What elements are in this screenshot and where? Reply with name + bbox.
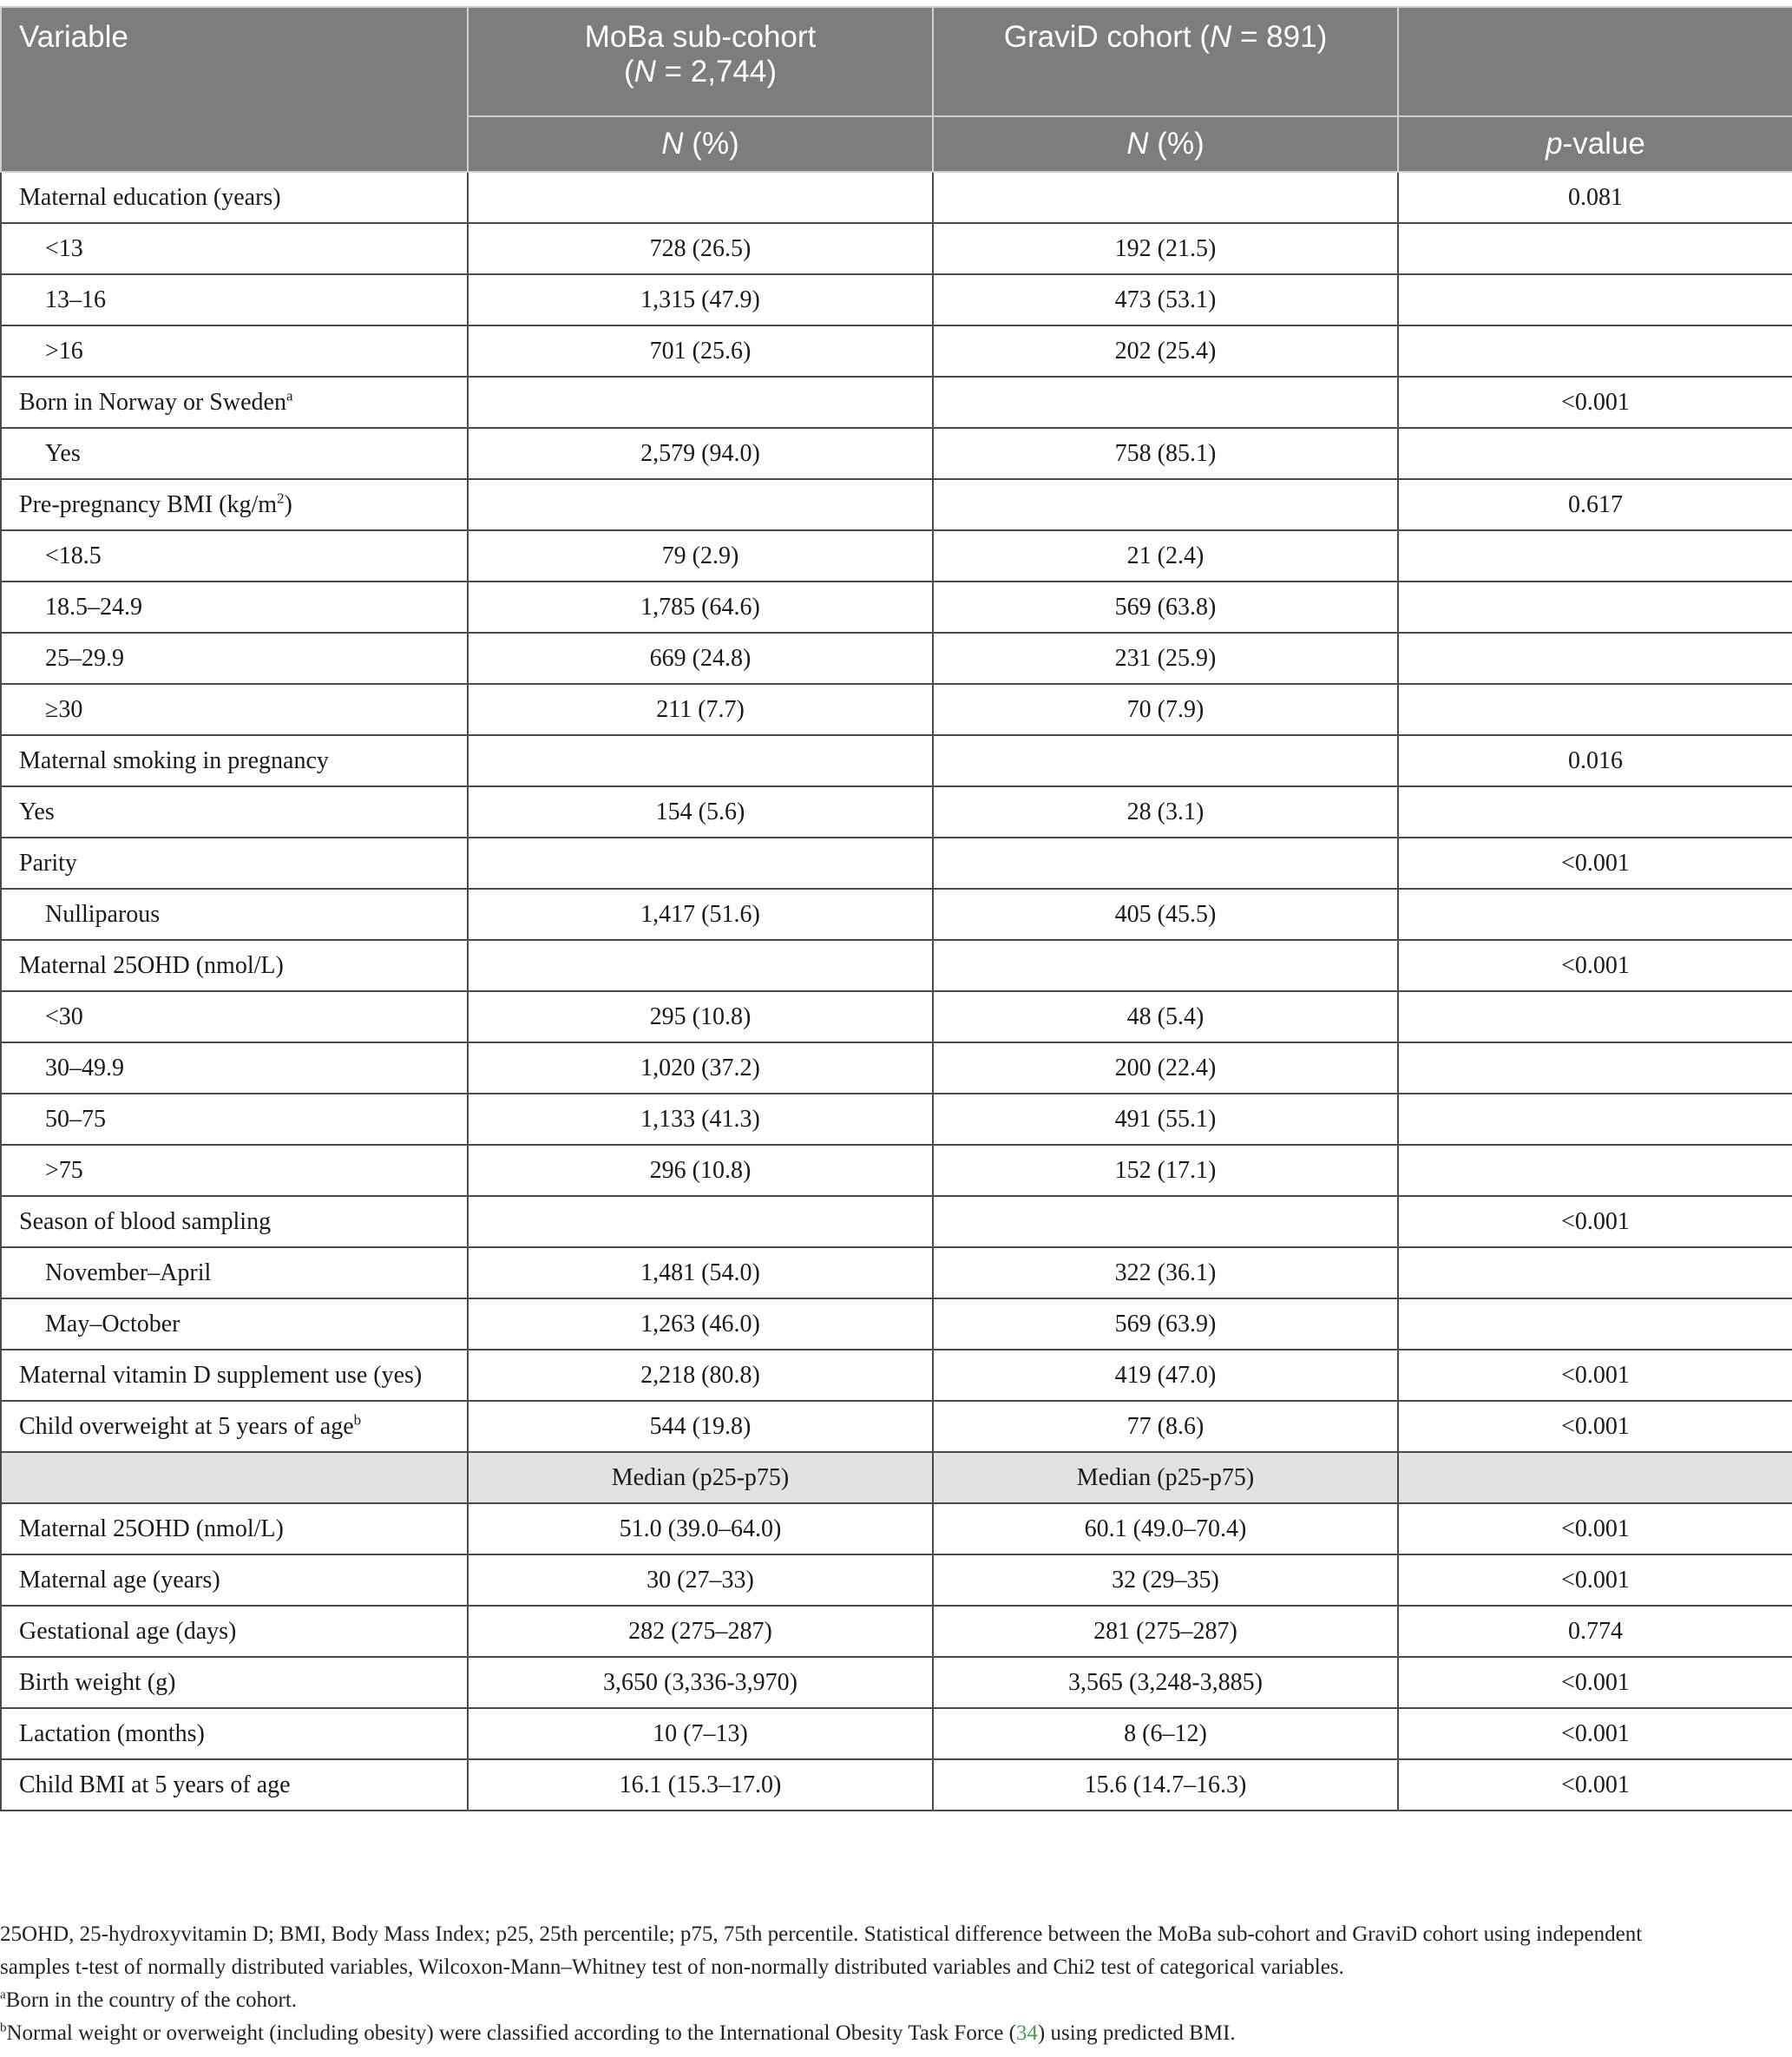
footnote-b-mark: b: [0, 2021, 7, 2035]
header-variable: Variable: [1, 7, 468, 172]
moba-value: [468, 172, 933, 223]
row-label: [1, 786, 468, 838]
row-label: [1, 1196, 468, 1247]
p-value: [1398, 1247, 1792, 1298]
row-label: [1, 274, 468, 325]
p-value: [1398, 633, 1792, 684]
gravid-value: 491 (55.1): [933, 1094, 1398, 1145]
p-value: <0.001: [1398, 1554, 1792, 1606]
row-label-text: 50–75: [45, 1105, 106, 1133]
row-label: [1, 1247, 468, 1298]
table-row: [1, 223, 1792, 274]
moba-value: 2,579 (94.0): [468, 428, 933, 479]
header-row-1: [1, 7, 1792, 116]
row-label-text: 30–49.9: [45, 1054, 124, 1081]
table-row: [1, 274, 1792, 325]
p-value: <0.001: [1398, 838, 1792, 889]
subheader-label: [1, 1452, 468, 1503]
table-row: [1, 582, 1792, 633]
gravid-value: [933, 172, 1398, 223]
row-label-text: 18.5–24.9: [45, 593, 142, 621]
p-value: <0.001: [1398, 1708, 1792, 1759]
row-label-text: Maternal smoking in pregnancy: [19, 746, 329, 774]
row-label: Gestational age (days): [1, 1606, 468, 1657]
row-label: Child BMI at 5 years of age: [1, 1759, 468, 1811]
row-label: [1, 633, 468, 684]
row-label: [1, 1042, 468, 1094]
moba-value: 669 (24.8): [468, 633, 933, 684]
header-moba-n: (N = 2,744): [623, 55, 778, 89]
row-label-text: <18.5: [45, 542, 102, 569]
moba-value: 2,218 (80.8): [468, 1350, 933, 1401]
gravid-value: [933, 940, 1398, 991]
table-row: [1, 1042, 1792, 1094]
p-value: [1398, 786, 1792, 838]
row-label-text: <30: [45, 1002, 83, 1030]
median-subheader-row: [1, 1452, 1792, 1503]
table-row: [1, 940, 1792, 991]
table-row: [1, 530, 1792, 582]
gravid-value: 77 (8.6): [933, 1401, 1398, 1452]
header-moba-title: MoBa sub-cohort: [584, 20, 817, 54]
row-label: [1, 479, 468, 530]
moba-value: 295 (10.8): [468, 991, 933, 1042]
footnote-a: [0, 1984, 1779, 2017]
table-row: [1, 1298, 1792, 1350]
row-label: [1, 1094, 468, 1145]
table-footnotes: [0, 1918, 1779, 2050]
row-label-text: Yes: [19, 798, 55, 825]
table-row: [1, 1708, 1792, 1759]
header-moba-npct: N (%): [468, 116, 933, 172]
table-row: [1, 1350, 1792, 1401]
footnote-a-text: Born in the country of the cohort.: [5, 1988, 298, 2012]
table-row: [1, 1401, 1792, 1452]
row-label-text: Maternal education (years): [19, 183, 281, 211]
moba-value: [468, 838, 933, 889]
row-label: Maternal 25OHD (nmol/L): [1, 1503, 468, 1554]
header-gravid-npct: N (%): [933, 116, 1398, 172]
gravid-value: 8 (6–12): [933, 1708, 1398, 1759]
moba-value: 1,417 (51.6): [468, 889, 933, 940]
row-label: [1, 325, 468, 377]
table-row: [1, 1657, 1792, 1708]
reference-link-34[interactable]: 34: [1015, 2021, 1038, 2045]
table-row: [1, 684, 1792, 735]
footnote-abbreviations-line-1: 25OHD, 25-hydroxyvitamin D; BMI, Body Mass Index; p25, 25th percentile; p75, 75th percentile. Statistical difference between the MoBa sub-cohort and GraviD cohort using independent: [0, 1922, 1643, 1946]
header-pvalue: p-value: [1398, 116, 1792, 172]
row-label: [1, 1145, 468, 1196]
gravid-value: 202 (25.4): [933, 325, 1398, 377]
row-label-text: >75: [45, 1156, 83, 1184]
moba-value: 51.0 (39.0–64.0): [468, 1503, 933, 1554]
moba-value: 728 (26.5): [468, 223, 933, 274]
gravid-value: 473 (53.1): [933, 274, 1398, 325]
footnote-a-mark: a: [0, 1988, 6, 2002]
row-label: [1, 940, 468, 991]
p-value: 0.774: [1398, 1606, 1792, 1657]
header-moba: [468, 7, 933, 116]
table-row: [1, 735, 1792, 786]
moba-value: 1,481 (54.0): [468, 1247, 933, 1298]
p-value: <0.001: [1398, 377, 1792, 428]
p-value: [1398, 223, 1792, 274]
footnote-b-text-1: Normal weight or overweight (including obesity) were classified according to the International Obesity Task Force (: [6, 2021, 1016, 2045]
row-label-text: ≥30: [45, 695, 83, 723]
header-empty: [1398, 7, 1792, 116]
footnote-abbreviations-line-2: samples t-test of normally distributed variables, Wilcoxon-Mann–Whitney test of non-normally distributed variables and Chi2 test of categorical variables.: [0, 1955, 1344, 1979]
moba-value: [468, 377, 933, 428]
row-label-text: 25–29.9: [45, 644, 124, 672]
row-label: [1, 838, 468, 889]
gravid-value: 60.1 (49.0–70.4): [933, 1503, 1398, 1554]
p-value: [1398, 274, 1792, 325]
moba-value: 154 (5.6): [468, 786, 933, 838]
gravid-value: 15.6 (14.7–16.3): [933, 1759, 1398, 1811]
gravid-value: 569 (63.9): [933, 1298, 1398, 1350]
moba-value: [468, 479, 933, 530]
table-row: [1, 172, 1792, 223]
row-label-text: >16: [45, 337, 83, 365]
gravid-value: 758 (85.1): [933, 428, 1398, 479]
moba-value: [468, 1196, 933, 1247]
row-label: [1, 530, 468, 582]
table-row: [1, 1759, 1792, 1811]
gravid-value: 28 (3.1): [933, 786, 1398, 838]
table-row: [1, 479, 1792, 530]
row-label: [1, 991, 468, 1042]
row-label: Maternal age (years): [1, 1554, 468, 1606]
row-label-text: Born in Norway or Sweden: [19, 388, 286, 416]
moba-value: 1,263 (46.0): [468, 1298, 933, 1350]
gravid-value: 152 (17.1): [933, 1145, 1398, 1196]
p-value: [1398, 325, 1792, 377]
p-value: [1398, 1042, 1792, 1094]
p-value: [1398, 1094, 1792, 1145]
p-value: [1398, 530, 1792, 582]
gravid-value: [933, 735, 1398, 786]
p-value: 0.081: [1398, 172, 1792, 223]
table-row: [1, 428, 1792, 479]
row-label-text: Parity: [19, 849, 77, 877]
p-value: [1398, 889, 1792, 940]
table-row: [1, 991, 1792, 1042]
p-value: [1398, 991, 1792, 1042]
row-label: [1, 1298, 468, 1350]
table-row: [1, 1247, 1792, 1298]
gravid-value: [933, 838, 1398, 889]
row-label: [1, 377, 468, 428]
row-label-text: May–October: [45, 1310, 181, 1337]
p-value: [1398, 1145, 1792, 1196]
gravid-value: 419 (47.0): [933, 1350, 1398, 1401]
table-header: [1, 7, 1792, 172]
moba-value: 1,785 (64.6): [468, 582, 933, 633]
gravid-value: 48 (5.4): [933, 991, 1398, 1042]
table-row: [1, 1145, 1792, 1196]
p-value: <0.001: [1398, 1350, 1792, 1401]
row-label-text: Nulliparous: [45, 900, 161, 928]
table-row: [1, 325, 1792, 377]
gravid-value: [933, 377, 1398, 428]
gravid-value: [933, 1196, 1398, 1247]
moba-value: 3,650 (3,336-3,970): [468, 1657, 933, 1708]
moba-value: 16.1 (15.3–17.0): [468, 1759, 933, 1811]
table-row: [1, 1606, 1792, 1657]
table-row: [1, 838, 1792, 889]
gravid-value: 3,565 (3,248-3,885): [933, 1657, 1398, 1708]
table-row: [1, 889, 1792, 940]
row-label-superscript: a: [286, 387, 293, 404]
p-value: <0.001: [1398, 1196, 1792, 1247]
footnote-b: [0, 2017, 1779, 2050]
p-value: <0.001: [1398, 1401, 1792, 1452]
gravid-value: 281 (275–287): [933, 1606, 1398, 1657]
moba-value: 79 (2.9): [468, 530, 933, 582]
p-value: <0.001: [1398, 1657, 1792, 1708]
row-label-text: Yes: [45, 439, 81, 467]
table-row: [1, 1196, 1792, 1247]
row-label-text: Pre-pregnancy BMI (kg/m: [19, 490, 278, 518]
table-row: [1, 1094, 1792, 1145]
moba-value: 1,315 (47.9): [468, 274, 933, 325]
table-row: [1, 633, 1792, 684]
gravid-value: 21 (2.4): [933, 530, 1398, 582]
row-label: Birth weight (g): [1, 1657, 468, 1708]
table-row: [1, 786, 1792, 838]
row-label: [1, 889, 468, 940]
row-label-text: Maternal 25OHD (nmol/L): [19, 951, 284, 979]
gravid-value: 231 (25.9): [933, 633, 1398, 684]
moba-value: 30 (27–33): [468, 1554, 933, 1606]
characteristics-table: [0, 6, 1792, 1811]
row-label-text: November–April: [45, 1259, 212, 1286]
row-label-text: Child overweight at 5 years of age: [19, 1412, 354, 1440]
row-label: [1, 735, 468, 786]
moba-value: 1,020 (37.2): [468, 1042, 933, 1094]
p-value: 0.016: [1398, 735, 1792, 786]
p-value: <0.001: [1398, 1503, 1792, 1554]
table-body: [1, 172, 1792, 1811]
moba-value: [468, 735, 933, 786]
row-label-text: 13–16: [45, 286, 106, 313]
gravid-value: 32 (29–35): [933, 1554, 1398, 1606]
header-gravid: GraviD cohort (N = 891): [933, 7, 1398, 116]
row-label-text: Season of blood sampling: [19, 1207, 272, 1235]
row-label-text: <13: [45, 234, 83, 262]
table-row: [1, 377, 1792, 428]
row-label: [1, 684, 468, 735]
moba-value: 701 (25.6): [468, 325, 933, 377]
p-value: <0.001: [1398, 1759, 1792, 1811]
footnote-b-text-2: ) using predicted BMI.: [1037, 2021, 1236, 2045]
moba-value: 211 (7.7): [468, 684, 933, 735]
gravid-value: 405 (45.5): [933, 889, 1398, 940]
row-label: [1, 172, 468, 223]
p-value: <0.001: [1398, 940, 1792, 991]
moba-value: 10 (7–13): [468, 1708, 933, 1759]
row-label: Lactation (months): [1, 1708, 468, 1759]
p-value: [1398, 1298, 1792, 1350]
gravid-value: 322 (36.1): [933, 1247, 1398, 1298]
row-label: [1, 1401, 468, 1452]
table-row: [1, 1554, 1792, 1606]
gravid-value: [933, 479, 1398, 530]
row-label-text: Maternal vitamin D supplement use (yes): [19, 1361, 423, 1389]
subheader-moba: Median (p25-p75): [468, 1452, 933, 1503]
row-label-suffix: ): [284, 490, 292, 518]
row-label-superscript: b: [353, 1411, 362, 1429]
moba-value: 544 (19.8): [468, 1401, 933, 1452]
gravid-value: 192 (21.5): [933, 223, 1398, 274]
characteristics-table-container: [0, 6, 1792, 1811]
moba-value: [468, 940, 933, 991]
row-label: [1, 428, 468, 479]
gravid-value: 70 (7.9): [933, 684, 1398, 735]
p-value: [1398, 684, 1792, 735]
table-row: [1, 1503, 1792, 1554]
subheader-p: [1398, 1452, 1792, 1503]
moba-value: 1,133 (41.3): [468, 1094, 933, 1145]
moba-value: 282 (275–287): [468, 1606, 933, 1657]
p-value: [1398, 582, 1792, 633]
row-label-superscript: 2: [277, 490, 285, 507]
row-label: [1, 582, 468, 633]
gravid-value: 569 (63.8): [933, 582, 1398, 633]
gravid-value: 200 (22.4): [933, 1042, 1398, 1094]
p-value: 0.617: [1398, 479, 1792, 530]
p-value: [1398, 428, 1792, 479]
subheader-gravid: Median (p25-p75): [933, 1452, 1398, 1503]
row-label: [1, 1350, 468, 1401]
moba-value: 296 (10.8): [468, 1145, 933, 1196]
row-label: [1, 223, 468, 274]
